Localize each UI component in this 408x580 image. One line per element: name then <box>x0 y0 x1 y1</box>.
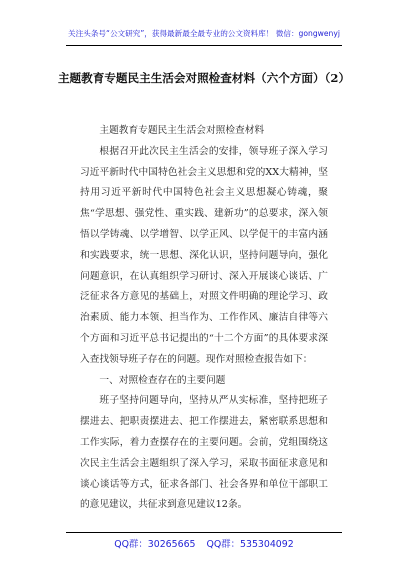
qq-footer <box>0 536 408 550</box>
paragraph-intro: 根据召开此次民主生活会的安排，领导班子深入学习习近平新时代中国特色社会主义思想和党的XX大精神，坚持用习近平新时代中国特色社会主义思想凝心铸魂，聚焦“学思想、强党性、重实践、建新功”的总要求，深入领悟以学铸魂、以学增智、以学正风、以学促干的丰富内涵和实践要求，统一思想、深化认识，坚持问题导向，强化问题意识，在认真组织学习研讨、深入开展谈心谈话、广泛征求各方意见的基础上，对照文件明确的理论学习、政治素质、能力本领、担当作为、工作作风、廉洁自律等六个方面和习近平总书记提出的“十二个方面”的具体要求深入查找领导班子存在的问题。现作对照检查报告如下： <box>80 145 328 365</box>
document-title: 主题教育专题民主生活会对照检查材料（六个方面）（2） <box>57 71 351 85</box>
top-banner: 关注头条号“公文研究”，获得最新最全最专业的公文资料库！ 微信：gongwenyj <box>68 29 340 38</box>
qq-group-1: QQ群：30265665 <box>114 539 196 550</box>
section-heading: 一、对照检查存在的主要问题 <box>99 374 226 386</box>
qq-group-2: QQ群：535304092 <box>206 539 294 550</box>
footer-divider <box>66 532 342 533</box>
header-divider <box>66 45 342 46</box>
document-body <box>80 121 328 516</box>
document-subtitle: 主题教育专题民主生活会对照检查材料 <box>99 125 265 136</box>
paragraph-problems: 班子坚持问题导向，坚持从严从实标准，坚持把班子摆进去、把职责摆进去、把工作摆进去，紧密联系思想和工作实际，着力查摆存在的主要问题。会前，党组围绕这次民主生活会主题组织了深入学习，采取书面征求意见和谈心谈话等方式，征求各部门、社会各界和单位干部职工的意见建议，共征求到意见建议12条。 <box>80 395 328 511</box>
